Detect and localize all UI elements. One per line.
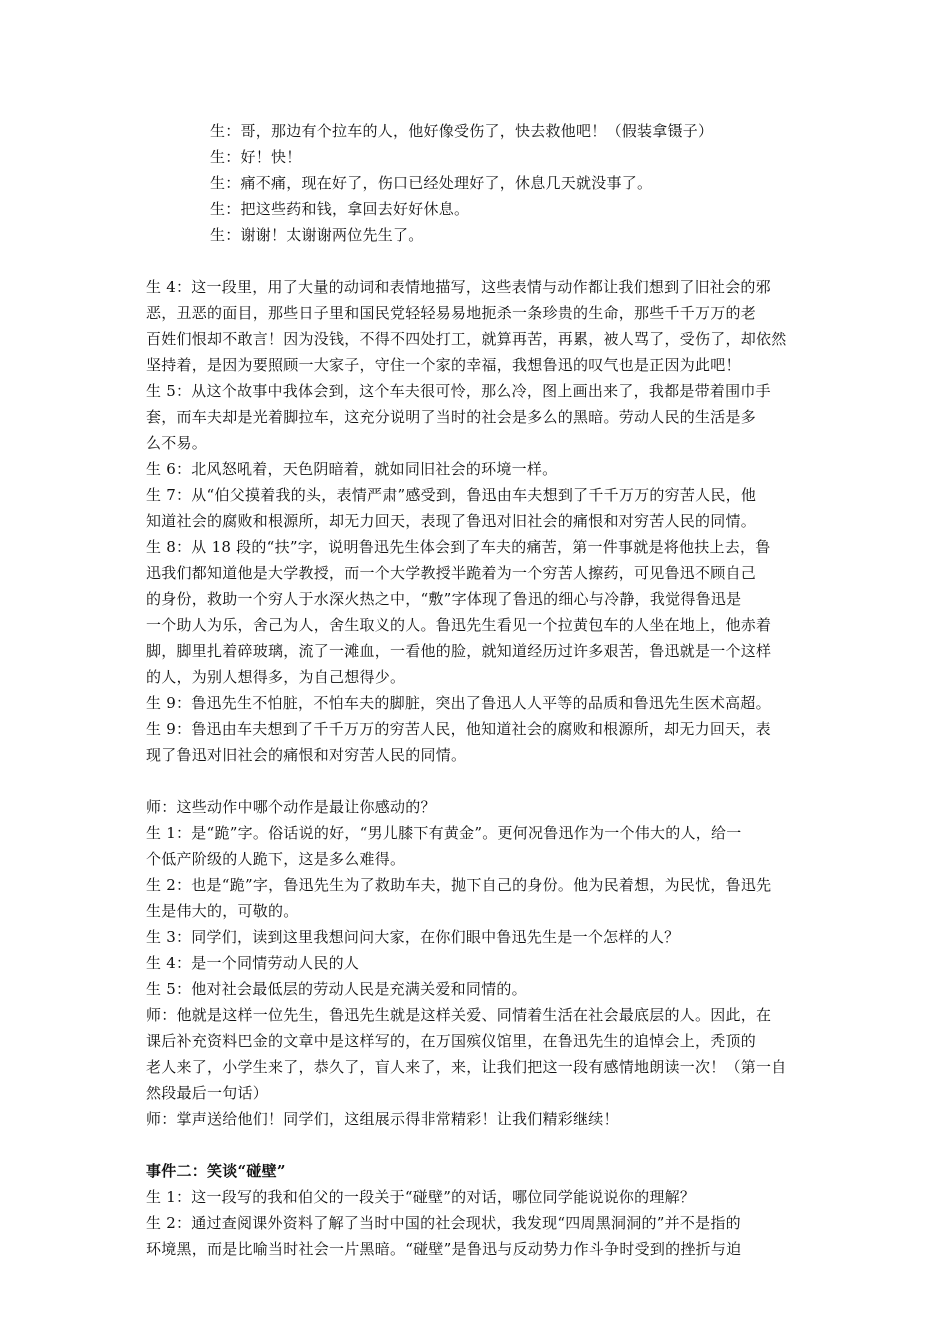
discussion-line: 生 4：是一个同情劳动人民的人	[146, 954, 360, 972]
response-line: 迅我们都知道他是大学教授，而一个大学教授半跪着为一个穷苦人擦药，可见鲁迅不顾自己	[146, 564, 757, 582]
discussion-line: 生是伟大的，可敬的。	[146, 902, 299, 920]
section-event-two	[146, 1158, 809, 1262]
dialogue-line: 生：哥，那边有个拉车的人，他好像受伤了，快去救他吧！（假装拿镊子）	[210, 122, 714, 140]
discussion-line: 生 1：是“跪”字。俗话说的好，“男儿膝下有黄金”。更何况鲁迅作为一个伟大的人，给一	[146, 824, 742, 842]
dialogue-line: 生：痛不痛，现在好了，伤口已经处理好了，休息几天就没事了。	[210, 174, 653, 192]
response-line: 脚，脚里扎着碎玻璃，流了一滩血，一看他的脸，就知道经历过许多艰苦，鲁迅就是一个这样	[146, 642, 772, 660]
section-line: 生 2：通过查阅课外资料了解了当时中国的社会现状，我发现“四周黑洞洞的”并不是指的	[146, 1214, 741, 1232]
document-body	[146, 118, 809, 1262]
paragraph-gap	[146, 768, 809, 794]
response-line: 的人，为别人想得多，为自己想得少。	[146, 668, 406, 686]
response-line: 一个助人为乐，舍己为人，舍生取义的人。鲁迅先生看见一个拉黄包车的人坐在地上，他赤着	[146, 616, 772, 634]
response-line: 现了鲁迅对旧社会的痛恨和对穷苦人民的同情。	[146, 746, 467, 764]
response-line: 的身份，救助一个穷人于水深火热之中，“敷”字体现了鲁迅的细心与冷静，我觉得鲁迅是	[146, 590, 742, 608]
response-line: 恶，丑恶的面目，那些日子里和国民党轻轻易易地扼杀一条珍贵的生命，那些千千万万的老	[146, 304, 757, 322]
paragraph-gap	[146, 1132, 809, 1158]
response-line: 生 7：从“伯父摸着我的头，表情严肃”感受到，鲁迅由车夫想到了千千万万的穷苦人民，他	[146, 486, 757, 504]
response-line: 坚持着，是因为要照顾一大家子，守住一个家的幸福，我想鲁迅的叹气也是正因为此吧！	[146, 356, 741, 374]
response-line: 生 9：鲁迅先生不怕脏，不怕车夫的脚脏，突出了鲁迅人人平等的品质和鲁迅先生医术高超。	[146, 694, 771, 712]
dialogue-block	[146, 118, 809, 248]
section-heading: 事件二：笑谈“碰壁”	[146, 1162, 286, 1180]
response-line: 套，而车夫却是光着脚拉车，这充分说明了当时的社会是多么的黑暗。劳动人民的生活是多	[146, 408, 757, 426]
discussion-line: 课后补充资料巴金的文章中是这样写的，在万国殡仪馆里，在鲁迅先生的追悼会上，秃顶的	[146, 1032, 757, 1050]
discussion-line: 师：掌声送给他们！同学们，这组展示得非常精彩！让我们精彩继续！	[146, 1110, 619, 1128]
response-line: 知道社会的腐败和根源所，却无力回天，表现了鲁迅对旧社会的痛恨和对穷苦人民的同情。	[146, 512, 757, 530]
response-line: 百姓们恨却不敢言！因为没钱，不得不四处打工，就算再苦，再累，被人骂了，受伤了，却依然	[146, 330, 787, 348]
response-line: 生 9：鲁迅由车夫想到了千千万万的穷苦人民，他知道社会的腐败和根源所，却无力回天，表	[146, 720, 771, 738]
discussion-line: 生 2：也是“跪”字，鲁迅先生为了救助车夫，抛下自己的身份。他为民着想，为民忧，鲁迅先	[146, 876, 772, 894]
response-line: 生 5：从这个故事中我体会到，这个车夫很可怜，那么冷，图上画出来了，我都是带着围巾手	[146, 382, 771, 400]
response-line: 生 4：这一段里，用了大量的动词和表情地描写，这些表情与动作都让我们想到了旧社会的邪	[146, 278, 771, 296]
discussion-line: 然段最后一句话）	[146, 1084, 269, 1102]
discussion-line: 生 3：同学们，读到这里我想问问大家，在你们眼中鲁迅先生是一个怎样的人？	[146, 928, 680, 946]
student-responses-block	[146, 274, 809, 768]
response-line: 生 6：北风怒吼着，天色阴暗着，就如同旧社会的环境一样。	[146, 460, 558, 478]
dialogue-line: 生：把这些药和钱，拿回去好好休息。	[210, 200, 470, 218]
discussion-line: 师：他就是这样一位先生，鲁迅先生就是这样关爱、同情着生活在社会最底层的人。因此，在	[146, 1006, 772, 1024]
dialogue-line: 生：谢谢！太谢谢两位先生了。	[210, 226, 424, 244]
dialogue-line: 生：好！快！	[210, 148, 302, 166]
discussion-line: 生 5：他对社会最低层的劳动人民是充满关爱和同情的。	[146, 980, 527, 998]
class-discussion-block	[146, 794, 809, 1132]
discussion-line: 老人来了，小学生来了，恭久了，盲人来了，来，让我们把这一段有感情地朗读一次！（第一自	[146, 1058, 787, 1076]
response-line: 生 8：从 18 段的“扶”字，说明鲁迅先生体会到了车夫的痛苦，第一件事就是将他扶上去，鲁	[146, 538, 771, 556]
section-line: 环境黑，而是比喻当时社会一片黑暗。“碰壁”是鲁迅与反动势力作斗争时受到的挫折与迫	[146, 1240, 742, 1258]
section-line: 生 1：这一段写的我和伯父的一段关于“碰壁”的对话，哪位同学能说说你的理解？	[146, 1188, 696, 1206]
paragraph-gap	[146, 248, 809, 274]
response-line: 么不易。	[146, 434, 208, 452]
discussion-line: 师：这些动作中哪个动作是最让你感动的？	[146, 798, 436, 816]
discussion-line: 个低产阶级的人跪下，这是多么难得。	[146, 850, 406, 868]
